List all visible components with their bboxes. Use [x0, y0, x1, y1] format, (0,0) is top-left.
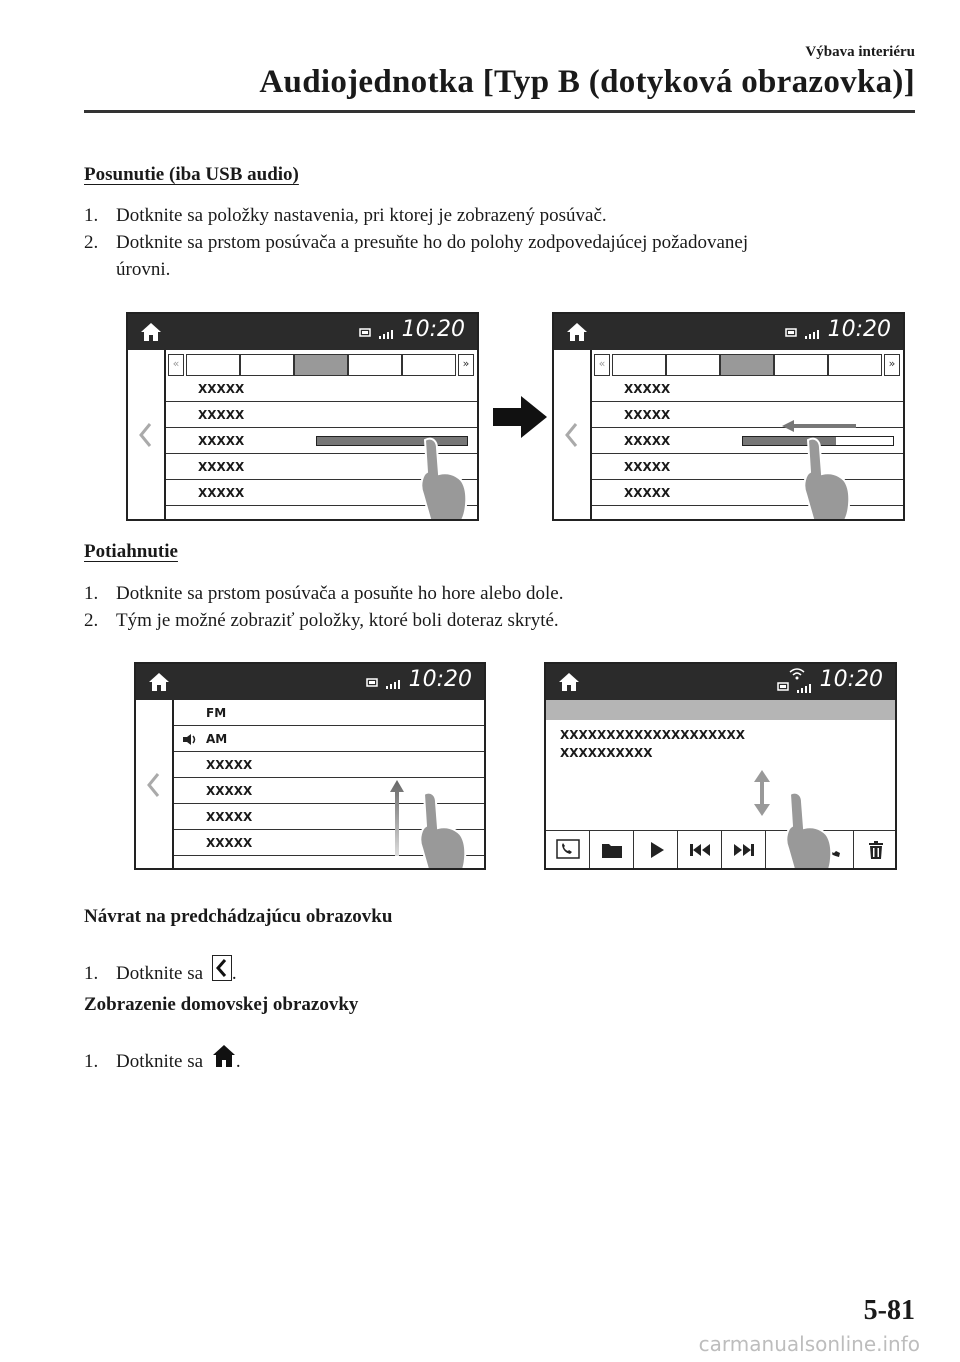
list-item[interactable]: XXXXX — [174, 830, 486, 856]
back-arrow-icon[interactable] — [144, 770, 164, 800]
screen-slider-before — [126, 312, 479, 521]
step-number: 1. — [84, 583, 99, 604]
step-text-cont: úrovni. — [116, 259, 171, 280]
arrow-left-icon — [780, 418, 860, 434]
side-panel — [128, 350, 166, 519]
list-item[interactable]: XXXXX — [166, 402, 479, 428]
slide-step-2 — [84, 229, 914, 283]
next-icon — [733, 843, 755, 857]
back-arrow-icon[interactable] — [562, 420, 582, 450]
previous-icon — [689, 843, 711, 857]
slide-heading: Posunutie (iba USB audio) — [84, 164, 299, 185]
screen-list-scroll — [134, 662, 486, 870]
step-text: Dotknite sa — [116, 963, 204, 984]
home-icon — [566, 321, 588, 343]
clock: 10:20 — [408, 667, 472, 692]
list-item[interactable]: XXXXX — [592, 402, 905, 428]
list-item[interactable]: XXXXX — [166, 454, 479, 480]
tab-4[interactable] — [774, 354, 828, 376]
home-icon — [140, 321, 162, 343]
list-item[interactable]: XXXXX — [592, 376, 905, 402]
message-text-line1: XXXXXXXXXXXXXXXXXXXX — [560, 728, 746, 742]
list-item[interactable]: XXXXX — [166, 376, 479, 402]
status-bar — [554, 314, 903, 350]
call-log-button[interactable] — [546, 830, 590, 868]
page-number: 5-81 — [863, 1295, 915, 1326]
tab-2[interactable] — [666, 354, 720, 376]
previous-button[interactable] — [678, 830, 722, 868]
screen-slider-after — [552, 312, 905, 521]
page-title: Audiojednotka [Typ B (dotyková obrazovka)] — [259, 64, 915, 100]
message-header-bar — [546, 700, 895, 720]
arrow-right-icon — [491, 392, 549, 442]
list-item[interactable]: XXXXX — [166, 480, 479, 506]
tab-strip — [592, 354, 905, 376]
list-item[interactable]: XXXXX — [592, 480, 905, 506]
clock: 10:20 — [401, 317, 465, 342]
clock: 10:20 — [819, 667, 883, 692]
wifi-icon — [789, 668, 805, 680]
tab-2[interactable] — [240, 354, 294, 376]
play-button[interactable] — [634, 830, 678, 868]
play-icon — [649, 841, 665, 859]
signal-icon — [359, 326, 399, 340]
status-bar — [546, 664, 895, 700]
next-button[interactable] — [722, 830, 766, 868]
list-item[interactable]: XXXXX — [592, 454, 905, 480]
step-text: Dotknite sa prstom posúvača a presuňte ho do polohy zodpovedajúcej požadovanej — [116, 232, 749, 253]
finger-icon — [768, 788, 838, 870]
back-heading: Návrat na predchádzajúcu obrazovku — [84, 906, 393, 927]
screen-message-scroll — [544, 662, 897, 870]
drag-heading: Potiahnutie — [84, 541, 178, 562]
step-text: Tým je možné zobraziť položky, ktoré boli doteraz skryté. — [116, 610, 559, 631]
tab-3-selected[interactable] — [294, 354, 348, 376]
speaker-icon — [182, 733, 200, 746]
tab-4[interactable] — [348, 354, 402, 376]
finger-icon — [786, 434, 856, 521]
drag-step-1 — [84, 580, 914, 607]
tab-next-icon[interactable]: » — [884, 354, 900, 376]
list-item-fm[interactable]: FM — [174, 700, 486, 726]
trash-icon — [868, 840, 884, 860]
home-icon — [148, 671, 170, 693]
status-bar — [136, 664, 484, 700]
step-text: Dotknite sa prstom posúvača a posuňte ho hore alebo dole. — [116, 583, 564, 604]
signal-icon — [366, 676, 406, 690]
drag-step-2 — [84, 607, 914, 634]
back-icon — [212, 955, 232, 981]
step-text-end: . — [231, 963, 237, 984]
home-icon — [212, 1043, 236, 1069]
step-number: 2. — [84, 610, 99, 631]
step-number: 1. — [84, 205, 99, 226]
delete-button[interactable] — [854, 830, 897, 868]
back-step — [84, 955, 237, 987]
step-number: 2. — [84, 232, 99, 253]
tab-3-selected[interactable] — [720, 354, 774, 376]
side-panel — [136, 700, 174, 868]
step-number: 1. — [84, 963, 99, 984]
tab-prev-icon[interactable]: « — [594, 354, 610, 376]
home-step — [84, 1043, 241, 1075]
home-heading: Zobrazenie domovskej obrazovky — [84, 994, 359, 1015]
signal-icon — [785, 326, 825, 340]
step-text: Dotknite sa — [116, 1051, 204, 1072]
list-item[interactable]: XXXXX — [166, 428, 479, 454]
finger-icon — [403, 434, 473, 521]
side-panel — [554, 350, 592, 519]
status-bar — [128, 314, 477, 350]
list-item-label: AM — [206, 732, 228, 746]
back-arrow-icon[interactable] — [136, 420, 156, 450]
tab-1[interactable] — [612, 354, 666, 376]
folder-icon — [601, 841, 623, 859]
tab-1[interactable] — [186, 354, 240, 376]
home-icon — [558, 671, 580, 693]
list-item[interactable]: XXXXX — [174, 804, 486, 830]
tab-next-icon[interactable]: » — [458, 354, 474, 376]
call-log-icon — [556, 839, 580, 861]
tab-strip — [166, 354, 479, 376]
folder-button[interactable] — [590, 830, 634, 868]
slide-step-1 — [84, 202, 914, 229]
tab-5[interactable] — [828, 354, 882, 376]
finger-icon — [402, 788, 472, 870]
section-label: Výbava interiéru — [805, 44, 915, 60]
message-text-line2: XXXXXXXXXX — [560, 746, 653, 760]
signal-icon — [777, 680, 817, 694]
clock: 10:20 — [827, 317, 891, 342]
step-text: Dotknite sa položky nastavenia, pri ktorej je zobrazený posúvač. — [116, 205, 607, 226]
step-text-end: . — [235, 1051, 241, 1072]
list-item[interactable]: XXXXX — [592, 428, 905, 454]
tab-prev-icon[interactable]: « — [168, 354, 184, 376]
step-number: 1. — [84, 1051, 99, 1072]
tab-5[interactable] — [402, 354, 456, 376]
watermark: carmanualsonline.info — [698, 1332, 920, 1356]
list-item[interactable]: XXXXX — [174, 752, 486, 778]
list-item-am[interactable] — [174, 726, 486, 752]
title-rule — [84, 110, 915, 113]
list-item[interactable]: XXXXX — [174, 778, 486, 804]
